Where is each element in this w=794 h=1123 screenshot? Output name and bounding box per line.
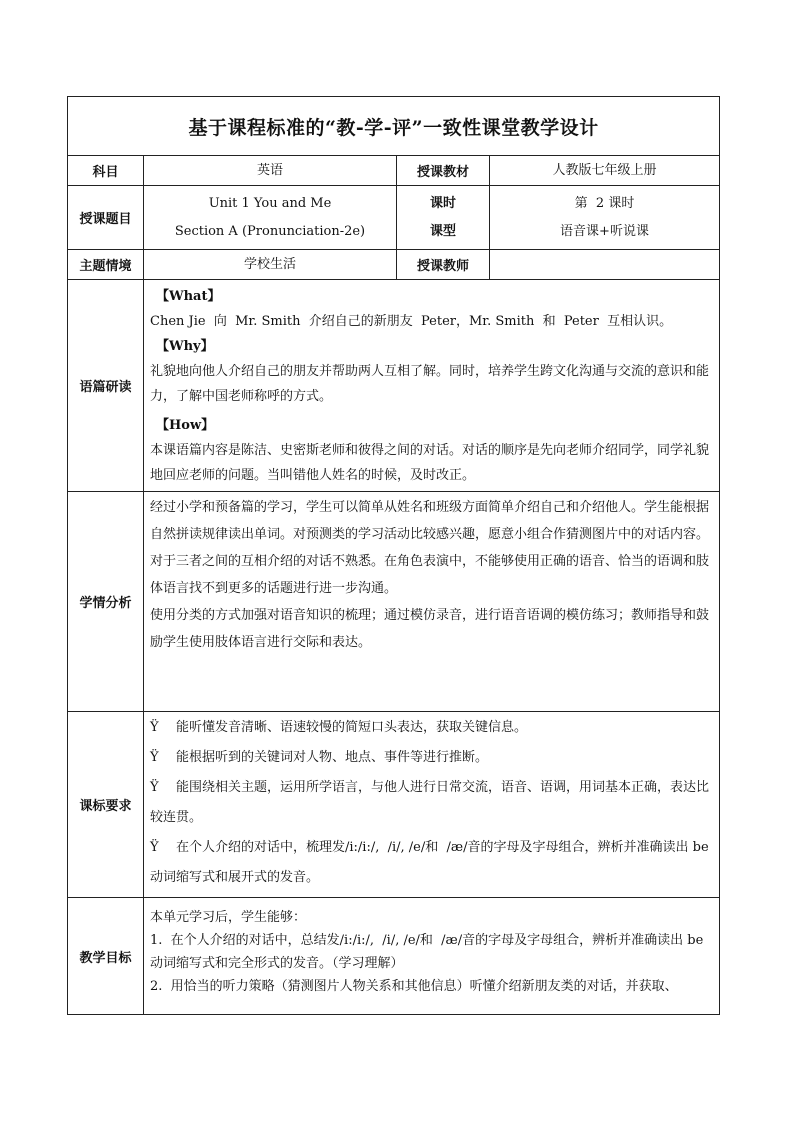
- period-value: 第 2 课时: [574, 195, 635, 211]
- what-text: Chen Jie 向 Mr. Smith 介绍自己的新朋友 Peter，Mr. Smith 和 Peter 互相认识。: [150, 314, 673, 329]
- page-title: 基于课程标准的“教-学-评”一致性课堂教学设计: [68, 97, 720, 156]
- table-row: [68, 250, 720, 280]
- table-row: [68, 156, 720, 186]
- list-item: Ÿ 在个人介绍的对话中，梳理发/i:/i:/, /i/, /e/和 /æ/音的字母及字母组合，辨析并准确读出 be 动词缩写式和展开式的发音。: [150, 833, 713, 893]
- topic-label: 授课题目: [68, 186, 144, 250]
- list-item: 2. 用恰当的听力策略（猜测图片人物关系和其他信息）听懂介绍新朋友类的对话，并获取、: [150, 979, 678, 994]
- lesson-design-sheet: [67, 96, 719, 1015]
- discourse-content: [144, 280, 720, 492]
- teacher-value: [490, 250, 720, 280]
- period-type-labels: [397, 186, 490, 250]
- learners-paragraph-2: 对于三者之间的互相介绍的对话不熟悉。在角色表演中，不能够使用正确的语音、恰当的语调和肢体语言找不到更多的话题进行进一步沟通。: [150, 554, 710, 596]
- learners-label: 学情分析: [68, 492, 144, 712]
- period-label: 课时: [429, 195, 456, 211]
- objectives-clip: [150, 906, 713, 1014]
- list-item: Ÿ 能围绕相关主题，运用所学语言，与他人进行日常交流，语音、语调，用词基本正确，表达比较连贯。: [150, 773, 713, 833]
- bullet-icon: Ÿ: [150, 780, 159, 795]
- objectives-content: [144, 898, 720, 1015]
- why-heading: 【Why】: [156, 339, 214, 354]
- learners-paragraph-3: 使用分类的方式加强对语音知识的梳理；通过模仿录音，进行语音语调的模仿练习；教师指导和鼓励学生使用肢体语言进行交际和表达。: [150, 608, 710, 650]
- subject-label: 科目: [68, 156, 144, 186]
- what-heading: 【What】: [156, 289, 221, 304]
- objectives-label: 教学目标: [68, 898, 144, 1015]
- theme-value: 学校生活: [144, 250, 397, 280]
- textbook-label: 授课教材: [397, 156, 490, 186]
- bullet-icon: Ÿ: [150, 720, 159, 735]
- learners-content: [144, 492, 720, 712]
- textbook-value: 人教版七年级上册: [490, 156, 720, 186]
- list-item: 1. 在个人介绍的对话中，总结发/i:/i:/, /i/, /e/和 /æ/音的字母及字母组合，辨析并准确读出 be 动词缩写式和完全形式的发音。（学习理解）: [150, 933, 708, 971]
- period-type-values: [490, 186, 720, 250]
- type-label: 课型: [429, 223, 456, 239]
- standards-label: 课标要求: [68, 712, 144, 898]
- table-row: [68, 712, 720, 898]
- topic-value: [144, 186, 397, 250]
- bullet-icon: Ÿ: [150, 750, 159, 765]
- type-value: 语音课+听说课: [560, 223, 649, 239]
- objectives-intro: 本单元学习后，学生能够：: [150, 910, 307, 925]
- teacher-label: 授课教师: [397, 250, 490, 280]
- standards-content: [144, 712, 720, 898]
- how-text: 本课语篇内容是陈洁、史密斯老师和彼得之间的对话。对话的顺序是先向老师介绍同学，同学礼貌地回应老师的问题。当叫错他人姓名的时候，及时改正。: [150, 443, 710, 483]
- list-item: Ÿ 能根据听到的关键词对人物、地点、事件等进行推断。: [150, 743, 713, 773]
- how-heading: 【How】: [156, 418, 215, 433]
- learners-paragraph-1: 经过小学和预备篇的学习，学生可以简单从姓名和班级方面简单介绍自己和介绍他人。学生能根据自然拼读规律读出单词。对预测类的学习活动比较感兴趣，愿意小组合作猜测图片中的对话内容。: [150, 500, 710, 542]
- table-row: [68, 492, 720, 712]
- discourse-label: 语篇研读: [68, 280, 144, 492]
- lesson-design-table: [67, 96, 720, 1015]
- table-row: [68, 186, 720, 250]
- table-row: [68, 898, 720, 1015]
- table-row: [68, 280, 720, 492]
- topic-line-2: Section A (Pronunciation-2e): [174, 223, 366, 239]
- subject-value: 英语: [144, 156, 397, 186]
- bullet-icon: Ÿ: [150, 840, 159, 855]
- theme-label: 主题情境: [68, 250, 144, 280]
- why-text: 礼貌地向他人介绍自己的朋友并帮助两人互相了解。同时，培养学生跨文化沟通与交流的意识和能力，了解中国老师称呼的方式。: [150, 364, 710, 404]
- topic-line-1: Unit 1 You and Me: [208, 195, 332, 211]
- list-item: Ÿ 能听懂发音清晰、语速较慢的简短口头表达，获取关键信息。: [150, 713, 713, 743]
